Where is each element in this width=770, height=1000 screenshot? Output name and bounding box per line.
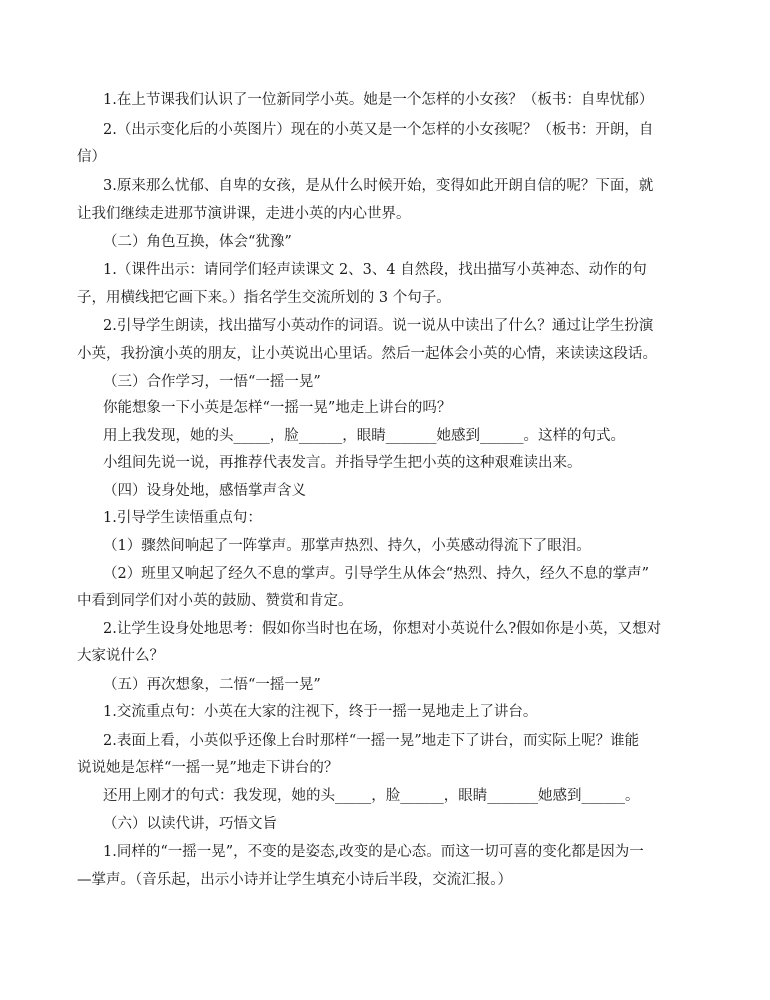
paragraph-line: 中看到同学们对小英的鼓励、赞赏和肯定。	[77, 593, 353, 609]
paragraph-line: 3.原来那么忧郁、自卑的女孩，是从什么时候开始，变得如此开朗自信的呢？下面，就	[103, 178, 654, 194]
section-heading: （四）设身处地，感悟掌声含义	[103, 483, 306, 499]
paragraph-line: （1）骤然间响起了一阵掌声。那掌声热烈、持久，小英感动得流下了眼泪。	[103, 538, 591, 554]
paragraph-line: 你能想象一下小英是怎样“一摇一晃”地走上讲台的吗？	[103, 400, 452, 416]
paragraph-line: 1.（课件出示：请同学们轻声读课文 2、3、4 自然段，找出描写小英神态、动作的句	[103, 262, 647, 278]
paragraph-line: 1.交流重点句：小英在大家的注视下，终于一摇一晃地走上了讲台。	[103, 704, 538, 720]
paragraph-line: 1.引导学生读悟重点句：	[103, 510, 262, 526]
paragraph-line: 说说她是怎样“一摇一晃”地走下讲台的？	[77, 760, 339, 776]
paragraph-line: 让我们继续走进那节演讲课，走进小英的内心世界。	[77, 206, 411, 222]
paragraph-line: 大家说什么？	[77, 648, 164, 664]
section-heading: （五）再次想象，二悟“一摇一晃”	[103, 677, 321, 693]
section-heading: （六）以读代讲，巧悟文旨	[103, 816, 277, 832]
paragraph-line: 子，用横线把它画下来。）指名学生交流所划的 3 个句子。	[77, 290, 451, 306]
paragraph-line: 2.（出示变化后的小英图片）现在的小英又是一个怎样的小女孩呢？（板书：开朗，自	[103, 122, 654, 138]
paragraph-line: 1.在上节课我们认识了一位新同学小英。她是一个怎样的小女孩？（板书：自卑忧郁）	[103, 92, 654, 108]
paragraph-line: 用上我发现，她的头_____，脸______，眼睛_______她感到______。这样的句式。	[103, 428, 625, 444]
paragraph-line: 信）	[77, 149, 106, 165]
paragraph-line: （2）班里又响起了经久不息的掌声。引导学生从体会“热烈、持久，经久不息的掌声”	[103, 566, 650, 582]
paragraph-line: 小组间先说一说，再推荐代表发言。并指导学生把小英的这种艰难读出来。	[103, 455, 582, 471]
paragraph-line: 2.引导学生朗读，找出描写小英动作的词语。说一说从中读出了什么？通过让学生扮演	[103, 318, 654, 334]
paragraph-line: —掌声。（音乐起，出示小诗并让学生填充小诗后半段，交流汇报。）	[77, 872, 512, 888]
paragraph-line: 小英，我扮演小英的朋友，让小英说出心里话。然后一起体会小英的心情，来读读这段话。	[77, 346, 657, 362]
section-heading: （二）角色互换，体会“犹豫”	[103, 234, 292, 250]
section-heading: （三）合作学习，一悟“一摇一晃”	[103, 374, 321, 390]
paragraph-line: 还用上刚才的句式：我发现，她的头_____，脸______，眼睛_______她感到______。	[103, 788, 640, 804]
paragraph-line: 2.表面上看，小英似乎还像上台时那样“一摇一晃”地走下了讲台，而实际上呢？谁能	[103, 733, 640, 749]
paragraph-line: 2.让学生设身处地思考：假如你当时也在场，你想对小英说什么?假如你是小英，又想对	[103, 621, 662, 637]
paragraph-line: 1.同样的“一摇一晃”，不变的是姿态,改变的是心态。而这一切可喜的变化都是因为一	[103, 844, 644, 860]
